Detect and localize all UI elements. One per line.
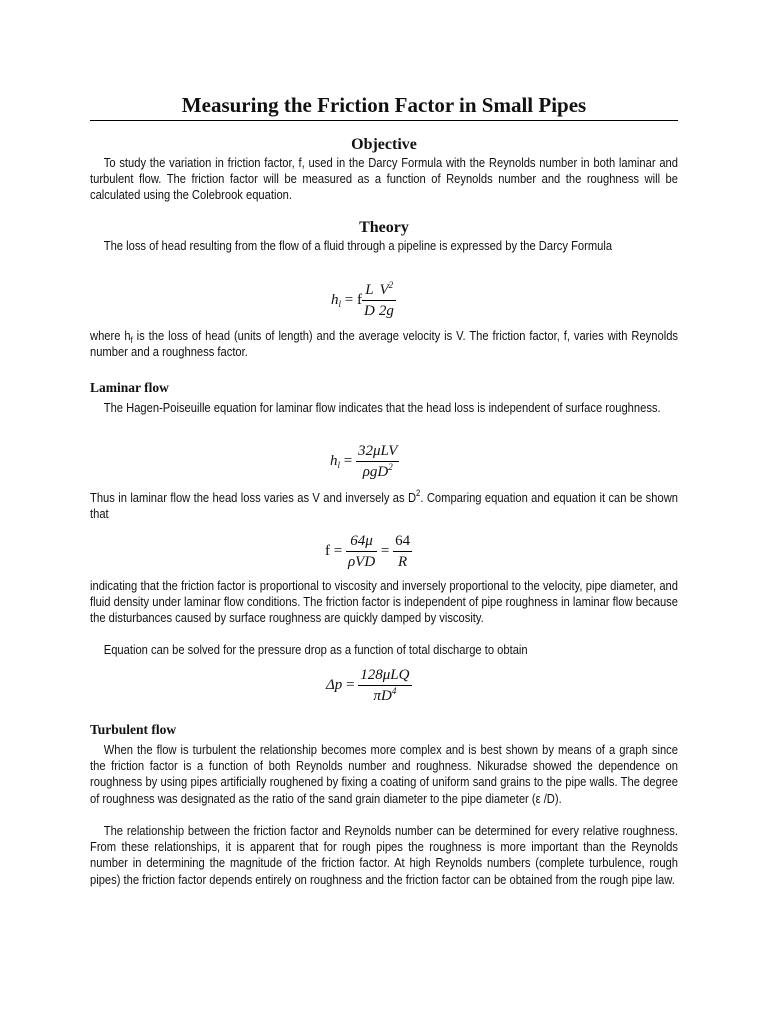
laminar-heading: Laminar flow	[90, 380, 169, 395]
head-loss-comparison-paragraph: Thus in laminar flow the head loss varies as V and inversely as $D^2$. Comparing equation and equation it can be shown that	[90, 488, 678, 522]
document-title: Measuring the Friction Factor in Small Pipes	[181, 93, 587, 117]
darcy-velocity-fraction: $\frac{V^2}{2g}$	[378, 280, 394, 319]
theory-intro-paragraph: The loss of head resulting from the flow of a fluid through a pipeline is expressed by the Darcy Formula	[103, 238, 613, 253]
objective-heading: Objective	[351, 136, 417, 153]
turbulent-heading: Turbulent flow	[90, 722, 177, 737]
laminar-paragraph: The Hagen-Poiseuille equation for laminar flow indicates that the head loss is independent of surface roughness.	[103, 400, 661, 415]
turbulent-paragraph-1: When the flow is turbulent the relationship becomes more complex and is best shown by means of a graph since the friction factor is a function of both Reynolds number and roughness. Nikuradse showed the dependence on roughness by using pipes artificially roughened by fixing a coating of uniform sand grains to the pipe walls. The degree of roughness was designated as the ratio of the sand grain diameter to the pipe diameter (ε /D).	[90, 742, 678, 806]
darcy-equation: $h_l = f$ $\frac{L}{D}$ $\frac{V^2}{2g}$	[331, 280, 394, 319]
hagen-poiseuille-equation: $h_l$ = $\frac{\text{32μLV}}{\rho gD^2}$	[330, 443, 398, 480]
friction-fraction-2: $\frac{64}{R}$	[395, 533, 411, 570]
darcy-explanation-paragraph: where $h_f$ is the loss of head (units of length) and the average velocity is V. The friction factor, f, varies with Reynolds number and a roughness factor.	[90, 328, 679, 360]
pressure-drop-intro: Equation can be solved for the pressure drop as a function of total discharge to obtain	[103, 642, 528, 657]
pressure-drop-equation: Δp = $\frac{\text{128μLQ}}{\pi D^4}$	[326, 667, 410, 704]
pressure-fraction: $\frac{\text{128μLQ}}{\pi D^4}$	[360, 667, 410, 704]
title-rule	[90, 120, 678, 121]
darcy-length-fraction: $\frac{L}{D}$	[363, 282, 375, 319]
theory-heading: Theory	[359, 219, 409, 236]
friction-fraction-1: $\frac{64\mu}{\text{ρVD}}$	[347, 533, 376, 570]
darcy-lhs: h	[331, 291, 339, 308]
friction-factor-equation: f = $\frac{64\mu}{\text{ρVD}}$ = $\frac{64}{R}$	[325, 533, 411, 570]
objective-paragraph: To study the variation in friction factor, f, used in the Darcy Formula with the Reynolds number in both laminar and turbulent flow. The friction factor will be measured as a function of Reynolds number and the roughness will be calculated using the Colebrook equation.	[90, 155, 678, 203]
hagen-fraction: $\frac{\text{32μLV}}{\rho gD^2}$	[357, 443, 398, 480]
friction-factor-paragraph: indicating that the friction factor is proportional to viscosity and inversely proportional to the velocity, pipe diameter, and fluid density under laminar flow conditions. The friction factor is independent of pipe roughness in laminar flow because the disturbances caused by surface roughness are quickly damped by viscosity.	[90, 578, 678, 626]
turbulent-paragraph-2: The relationship between the friction factor and Reynolds number can be determined for every relative roughness. From these relationships, it is apparent that for rough pipes the roughness is more important than the Reynolds number in determining the magnitude of the friction factor. At high Reynolds numbers (complete turbulence, rough pipes) the friction factor depends entirely on roughness and the friction factor can be obtained from the rough pipe law.	[90, 823, 678, 887]
